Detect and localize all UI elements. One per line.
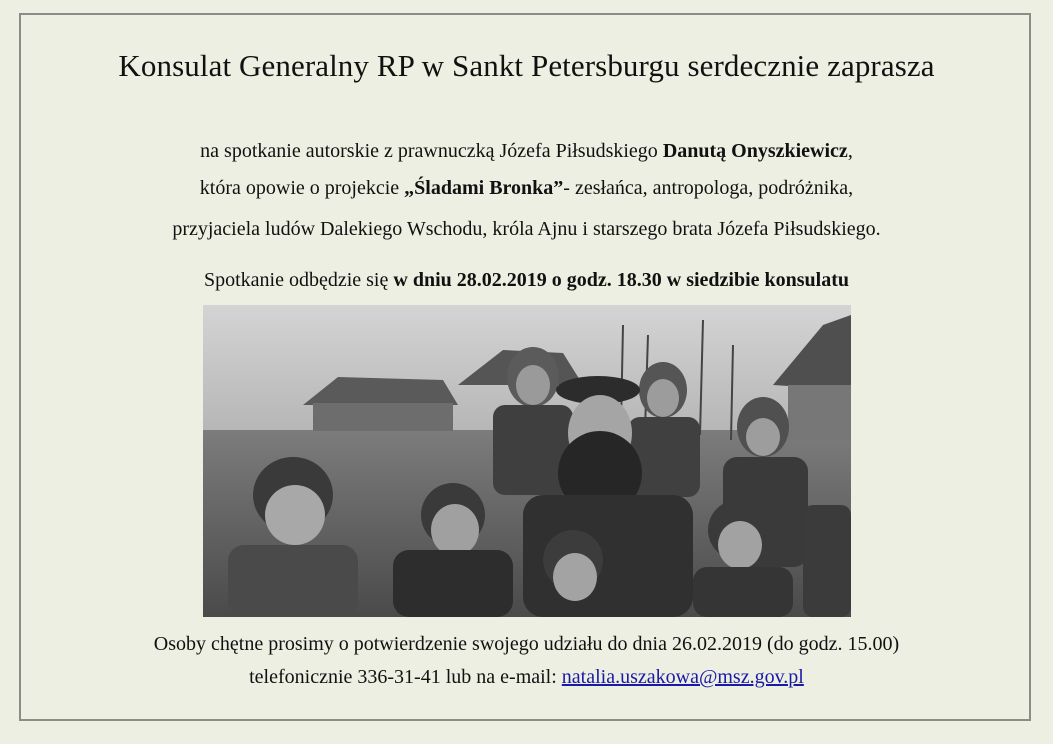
intro-line-2-end: - zesłańca, antropologa, podróżnika, bbox=[563, 177, 854, 199]
rsvp-phone-text: telefonicznie 336-31-41 lub na e-mail: bbox=[249, 666, 562, 688]
meeting-date-place: w dniu 28.02.2019 o godz. 18.30 w siedzibie konsulatu bbox=[393, 269, 850, 291]
meeting-info-text: Spotkanie odbędzie się bbox=[203, 269, 394, 291]
intro-line-3: przyjaciela ludów Dalekiego Wschodu, króla Ajnu i starszego brata Józefa Piłsudskiego. bbox=[172, 218, 881, 240]
meeting-info bbox=[0, 267, 1053, 293]
rsvp-line-2 bbox=[0, 664, 1053, 690]
project-name: „Śladami Bronka” bbox=[404, 177, 564, 199]
intro-line-1-text: na spotkanie autorskie z prawnuczką Józefa Piłsudskiego bbox=[200, 140, 663, 162]
intro-line-2-text: która opowie o projekcie bbox=[199, 177, 405, 199]
rsvp-line-1: Osoby chętne prosimy o potwierdzenie swojego udziału do dnia 26.02.2019 (do godz. 15.00) bbox=[153, 633, 900, 655]
intro-line-1 bbox=[0, 138, 1053, 164]
historical-photo bbox=[203, 305, 851, 617]
author-name: Danutą Onyszkiewicz bbox=[662, 140, 848, 162]
invitation-title: Konsulat Generalny RP w Sankt Petersburgu serdecznie zaprasza bbox=[118, 48, 935, 83]
email-link[interactable]: natalia.uszakowa@msz.gov.pl bbox=[561, 666, 804, 688]
intro-line-1-end: , bbox=[847, 140, 853, 162]
intro-line-2 bbox=[0, 175, 1053, 201]
